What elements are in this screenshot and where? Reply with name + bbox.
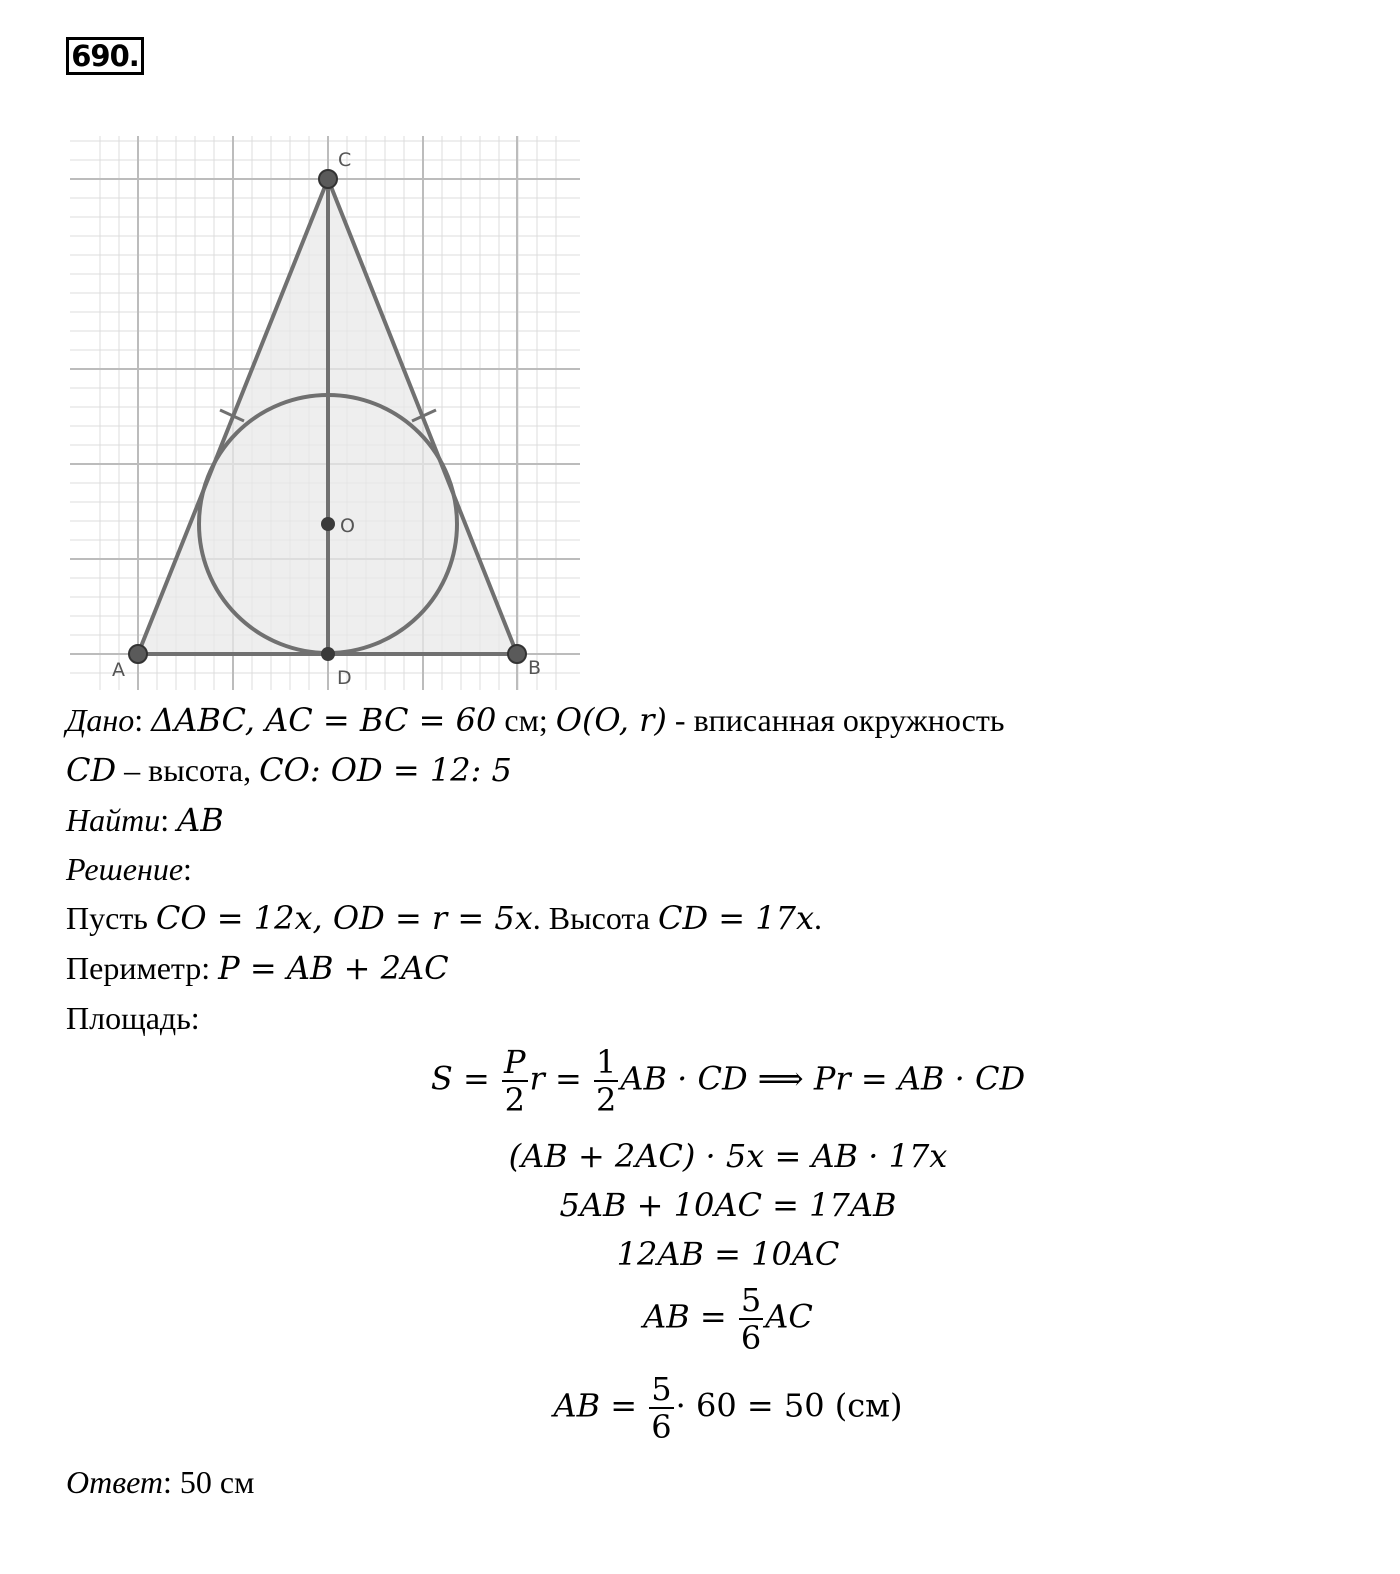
label-b: B	[528, 657, 542, 679]
height-word: . Высота	[532, 900, 650, 936]
find-line: Найти: AB	[66, 801, 224, 839]
given-triangle: ΔABC, AC = BC = 60	[151, 701, 497, 739]
point-d	[321, 647, 335, 661]
answer-value: 50 см	[179, 1464, 255, 1500]
equation-2: (AB + 2AC) · 5x = AB · 17x	[508, 1137, 948, 1175]
given-line-2	[66, 750, 512, 790]
eq6-num: 5	[651, 1370, 672, 1408]
eq1-f1-num: P	[503, 1043, 526, 1081]
given-circle-desc: - вписанная окружность	[674, 702, 1005, 738]
eq1-lhs: S =	[430, 1059, 490, 1098]
eq1-fraction-1	[502, 1044, 528, 1118]
given-ratio: CO: OD = 12: 5	[259, 751, 512, 789]
given-height-desc: – высота,	[124, 752, 252, 788]
solution-label: Решение	[66, 851, 184, 887]
eq6-lhs: AB =	[553, 1386, 638, 1425]
eq1-f2-num: 1	[595, 1043, 617, 1081]
eq5-lhs: AB =	[643, 1297, 727, 1336]
find-value: AB	[177, 801, 224, 839]
label-c: C	[338, 149, 352, 171]
answer-line: Ответ: 50 см	[66, 1464, 255, 1500]
eq5-fraction	[739, 1282, 763, 1356]
perimeter-word: Периметр:	[66, 950, 211, 986]
eq1-mid: r =	[529, 1059, 582, 1098]
point-a	[129, 645, 147, 663]
given-line-1: Дано: ΔABC, AC = BC = 60 см; O(O, r) - вписанная окружность	[66, 701, 1005, 739]
eq6-rhs: · 60 = 50 (см)	[675, 1386, 903, 1425]
equation-3: 5AB + 10AC = 17AB	[559, 1186, 897, 1224]
perimeter-expr: P = AB + 2AC	[218, 949, 449, 987]
let-expr: CO = 12x, OD = r = 5x	[155, 899, 533, 937]
given-label: Дано	[66, 702, 135, 738]
equation-1	[0, 1044, 1400, 1118]
problem-number: 690.	[66, 37, 144, 75]
point-b	[508, 645, 526, 663]
given-unit: см	[504, 702, 539, 738]
label-o: O	[340, 515, 355, 537]
eq1-f1-den: 2	[504, 1081, 525, 1119]
equation-6	[0, 1371, 1400, 1445]
height-expr: CD = 17x	[657, 899, 815, 937]
let-word: Пусть	[66, 900, 148, 936]
perimeter-line	[66, 948, 449, 988]
area-line	[66, 998, 200, 1038]
eq6-fraction	[649, 1371, 673, 1445]
given-height-seg: CD	[66, 751, 117, 789]
solution-heading: Решение:	[66, 851, 192, 887]
eq1-rest: AB · CD ⟹ Pr = AB · CD	[620, 1059, 1026, 1098]
point-o	[321, 517, 335, 531]
label-d: D	[337, 667, 352, 689]
eq6-den: 6	[651, 1408, 672, 1446]
equation-5	[0, 1282, 1400, 1356]
eq1-f2-den: 2	[595, 1081, 617, 1119]
eq5-rhs: AC	[765, 1297, 813, 1336]
geometry-figure	[60, 130, 590, 695]
find-label: Найти	[66, 802, 161, 838]
equation-4: 12AB = 10AC	[616, 1235, 840, 1273]
point-c	[319, 170, 337, 188]
eq1-fraction-2	[594, 1044, 618, 1118]
label-a: A	[112, 659, 125, 681]
area-word: Площадь:	[66, 1000, 200, 1036]
answer-label: Ответ	[66, 1464, 163, 1500]
given-circle: O(O, r)	[555, 701, 667, 739]
eq5-num: 5	[740, 1281, 762, 1319]
eq5-den: 6	[740, 1319, 762, 1357]
solution-let-line: Пусть CO = 12x, OD = r = 5x. Высота CD = 17x.	[66, 899, 823, 937]
